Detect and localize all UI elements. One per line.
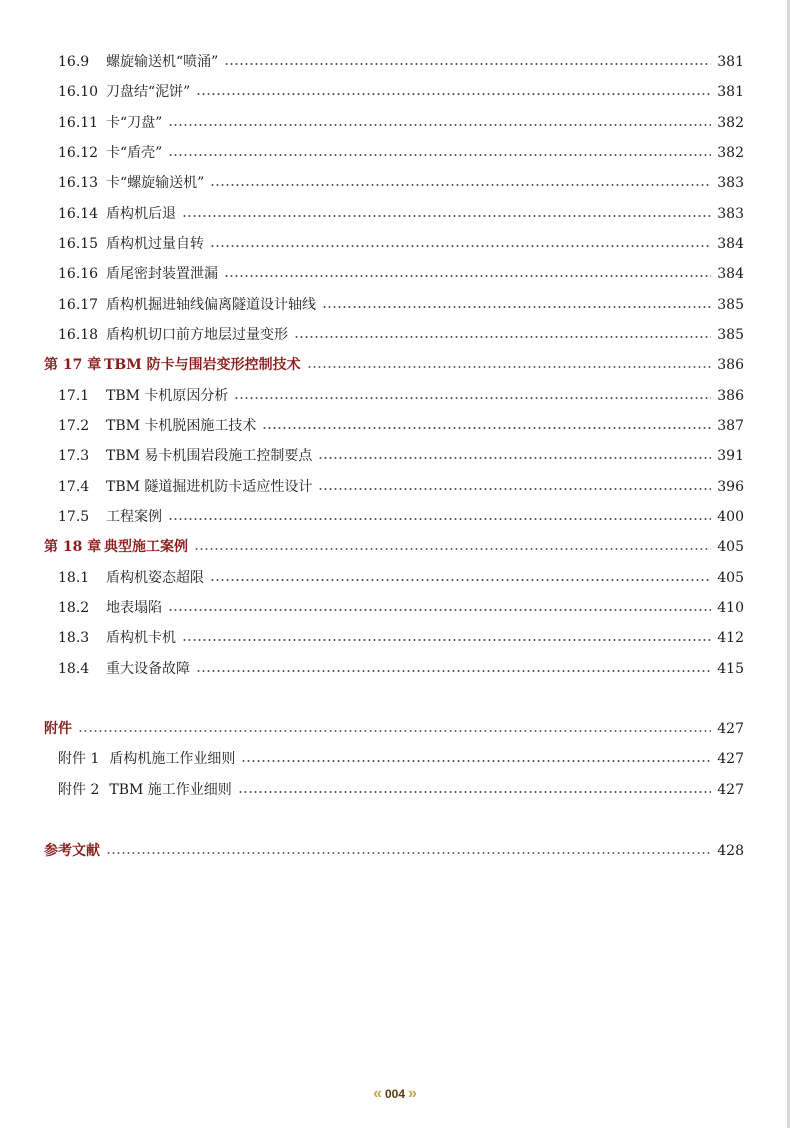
section-title: 重大设备故障 — [106, 661, 190, 677]
section-title: 盾构机姿态超限 — [106, 570, 204, 586]
page-number: 400 — [717, 509, 744, 525]
references-title: 参考文献 — [44, 843, 100, 859]
page-number: 415 — [717, 661, 744, 677]
page-number: 427 — [717, 782, 744, 798]
leader-dots — [194, 548, 711, 550]
chapter-number: 第 18 章 — [44, 539, 102, 555]
footer-page-number: 004 — [384, 1087, 406, 1101]
page-number: 382 — [717, 145, 744, 161]
leader-dots — [106, 852, 711, 854]
toc-chapter-17[interactable] — [44, 353, 744, 377]
toc-chapter-18[interactable] — [44, 535, 744, 559]
section-number: 16.12 — [58, 145, 99, 161]
toc-appendix-2[interactable] — [58, 778, 744, 802]
section-number: 17.3 — [58, 448, 90, 464]
section-title: 盾构机卡机 — [106, 630, 176, 646]
page-number: 410 — [717, 600, 744, 616]
section-number: 18.2 — [58, 600, 90, 616]
section-number: 16.14 — [58, 206, 99, 222]
leader-dots — [168, 609, 711, 611]
toc-appendix[interactable] — [44, 717, 744, 741]
toc-entry-18-4[interactable] — [58, 657, 744, 681]
page-number: 383 — [717, 206, 744, 222]
section-title: 卡“盾壳” — [106, 145, 163, 161]
page-footer — [0, 1082, 790, 1106]
section-number: 17.1 — [58, 388, 90, 404]
page-number: 386 — [717, 357, 744, 373]
toc-entry-17-2[interactable] — [58, 414, 744, 438]
toc-entry-16-17[interactable] — [58, 293, 744, 317]
section-title: TBM 易卡机围岩段施工控制要点 — [106, 448, 313, 464]
section-title: 螺旋输送机“喷涌” — [106, 54, 219, 70]
appendix-item-title: TBM 施工作业细则 — [109, 782, 232, 798]
toc-entry-18-2[interactable] — [58, 596, 744, 620]
leader-dots — [168, 154, 711, 156]
toc-entry-17-1[interactable] — [58, 384, 744, 408]
section-number: 16.16 — [58, 266, 99, 282]
toc-entry-16-12[interactable] — [58, 141, 744, 165]
page-number: 382 — [717, 115, 744, 131]
section-title: 盾尾密封装置泄漏 — [106, 266, 218, 282]
toc-entry-16-15[interactable] — [58, 232, 744, 256]
toc-entry-16-11[interactable] — [58, 111, 744, 135]
section-number: 16.13 — [58, 175, 99, 191]
section-number: 17.2 — [58, 418, 90, 434]
page-number: 427 — [717, 751, 744, 767]
appendix-title: 附件 — [44, 721, 72, 737]
section-title: 卡“螺旋输送机” — [106, 175, 205, 191]
toc-entry-16-10[interactable] — [58, 80, 744, 104]
leader-dots — [318, 457, 711, 459]
page-number: 405 — [717, 539, 744, 555]
section-title: 工程案例 — [106, 509, 162, 525]
leader-dots — [210, 579, 711, 581]
leader-dots — [168, 124, 711, 126]
section-number: 18.4 — [58, 661, 90, 677]
section-title: 盾构机过量自转 — [106, 236, 204, 252]
leader-dots — [238, 791, 711, 793]
appendix-number: 附件 1 — [58, 751, 100, 767]
leader-dots — [322, 306, 711, 308]
leader-dots — [182, 639, 711, 641]
section-number: 18.1 — [58, 570, 90, 586]
leader-dots — [196, 670, 711, 672]
section-title: 盾构机掘进轴线偏离隧道设计轴线 — [106, 297, 316, 313]
page-number: 386 — [717, 388, 744, 404]
page-number: 384 — [717, 266, 744, 282]
leader-dots — [234, 397, 711, 399]
toc-entry-17-5[interactable] — [58, 505, 744, 529]
appendix-item-title: 盾构机施工作业细则 — [109, 751, 236, 767]
page-number: 385 — [717, 297, 744, 313]
section-number: 16.11 — [58, 115, 99, 131]
page-number: 383 — [717, 175, 744, 191]
toc-entry-16-14[interactable] — [58, 202, 744, 226]
toc-entry-17-3[interactable] — [58, 444, 744, 468]
page-number: 385 — [717, 327, 744, 343]
section-title: TBM 隧道掘进机防卡适应性设计 — [106, 479, 313, 495]
toc-entry-18-1[interactable] — [58, 566, 744, 590]
section-number: 18.3 — [58, 630, 90, 646]
section-number: 16.18 — [58, 327, 99, 343]
page-number: 412 — [717, 630, 744, 646]
toc-entry-17-4[interactable] — [58, 475, 744, 499]
toc-entry-16-13[interactable] — [58, 171, 744, 195]
leader-dots — [168, 518, 711, 520]
page-number: 427 — [717, 721, 744, 737]
right-ornament-icon: » — [408, 1085, 417, 1102]
page-number: 381 — [717, 84, 744, 100]
toc-entry-16-18[interactable] — [58, 323, 744, 347]
leader-dots — [224, 275, 711, 277]
section-title: TBM 卡机原因分析 — [106, 388, 229, 404]
toc-entry-16-9[interactable] — [58, 50, 744, 74]
section-title: 卡“刀盘” — [106, 115, 163, 131]
appendix-number: 附件 2 — [58, 782, 100, 798]
toc-references[interactable] — [44, 839, 744, 863]
leader-dots — [241, 760, 711, 762]
leader-dots — [196, 93, 711, 95]
section-number: 16.17 — [58, 297, 99, 313]
leader-dots — [78, 730, 711, 732]
leader-dots — [182, 215, 711, 217]
page-number: 405 — [717, 570, 744, 586]
leader-dots — [224, 63, 711, 65]
leader-dots — [262, 427, 711, 429]
section-number: 17.4 — [58, 479, 90, 495]
toc-appendix-1[interactable] — [58, 747, 744, 771]
section-number: 16.9 — [58, 54, 90, 70]
leader-dots — [210, 245, 711, 247]
section-title: 盾构机后退 — [106, 206, 176, 222]
toc-entry-18-3[interactable] — [58, 626, 744, 650]
page-number: 396 — [717, 479, 744, 495]
leader-dots — [318, 488, 711, 490]
section-number: 16.15 — [58, 236, 99, 252]
chapter-title: TBM 防卡与围岩变形控制技术 — [104, 357, 301, 373]
page-number: 387 — [717, 418, 744, 434]
page-number: 381 — [717, 54, 744, 70]
toc-entry-16-16[interactable] — [58, 262, 744, 286]
leader-dots — [307, 366, 712, 368]
section-title: 刀盘结“泥饼” — [106, 84, 191, 100]
chapter-number: 第 17 章 — [44, 357, 102, 373]
chapter-title: 典型施工案例 — [104, 539, 188, 555]
section-number: 16.10 — [58, 84, 99, 100]
section-title: 盾构机切口前方地层过量变形 — [106, 327, 288, 343]
left-ornament-icon: « — [373, 1085, 382, 1102]
section-title: TBM 卡机脱困施工技术 — [106, 418, 257, 434]
page-number: 391 — [717, 448, 744, 464]
section-title: 地表塌陷 — [106, 600, 162, 616]
page-number: 384 — [717, 236, 744, 252]
section-number: 17.5 — [58, 509, 90, 525]
leader-dots — [294, 336, 711, 338]
page-number: 428 — [717, 843, 744, 859]
leader-dots — [210, 184, 711, 186]
